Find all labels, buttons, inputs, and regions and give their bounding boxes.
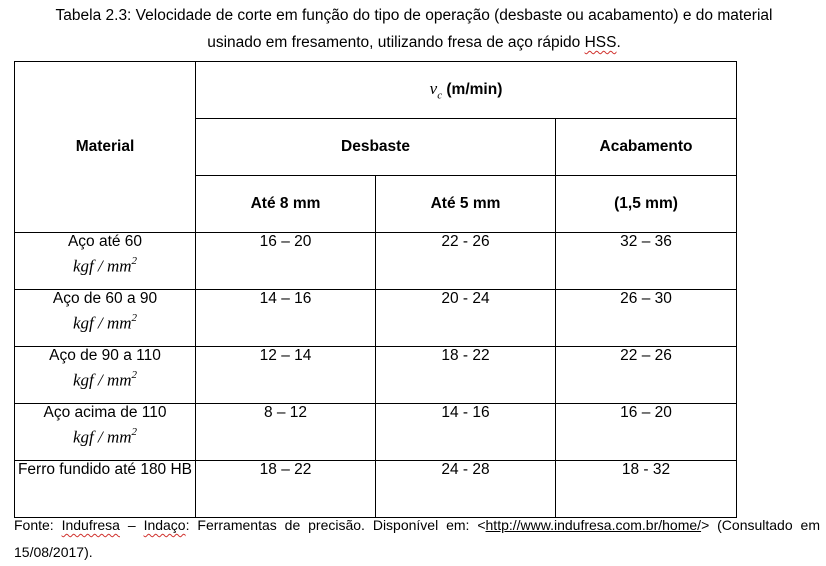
source-prefix: Fonte:: [14, 517, 62, 533]
speed-ate-8mm: 8 – 12: [196, 404, 376, 461]
speed-ate-5mm: 14 - 16: [376, 404, 556, 461]
caption-hss-flagged-word: HSS: [584, 34, 617, 51]
speed-ate-5mm: 20 - 24: [376, 290, 556, 347]
unit-text: kgf / mm: [72, 313, 132, 333]
speed-ate-8mm: 14 – 16: [196, 290, 376, 347]
table-row: [15, 461, 737, 518]
material-name: Ferro fundido até 180 HB: [17, 461, 193, 478]
caption-line-2: [14, 29, 814, 56]
table-row: [15, 404, 737, 461]
speed-ate-5mm: 24 - 28: [376, 461, 556, 518]
speed-ate-5mm: 22 - 26: [376, 233, 556, 290]
unit-text: kgf / mm: [72, 427, 132, 447]
material-cell: [15, 347, 196, 404]
header-row-1: [15, 62, 737, 119]
unit-exponent: 2: [131, 255, 138, 267]
material-unit: [15, 365, 195, 392]
vc-unit: (m/min): [442, 80, 503, 98]
vc-subscript: c: [437, 89, 443, 102]
subheader-1-5mm: (1,5 mm): [556, 176, 737, 233]
unit-exponent: 2: [131, 312, 138, 324]
vc-header: [196, 62, 737, 119]
subheader-ate-5mm: Até 5 mm: [376, 176, 556, 233]
speed-acabamento: 32 – 36: [556, 233, 737, 290]
desbaste-header: Desbaste: [196, 119, 556, 176]
material-name: Aço acima de 110: [43, 404, 167, 421]
unit-text: kgf / mm: [72, 256, 132, 276]
caption-line-1: Tabela 2.3: Velocidade de corte em função do tipo de operação (desbaste ou acabamento) e do material: [55, 7, 773, 24]
speed-acabamento: 18 - 32: [556, 461, 737, 518]
speed-acabamento: 16 – 20: [556, 404, 737, 461]
speed-acabamento: 22 – 26: [556, 347, 737, 404]
table-row: [15, 290, 737, 347]
acabamento-header: Acabamento: [556, 119, 737, 176]
source-suffix: > (Consultado em 15/08/2017).: [14, 517, 820, 560]
source-note: [14, 512, 820, 566]
vc-letter: v: [429, 78, 438, 98]
source-indaco: Indaço: [143, 517, 186, 533]
speed-ate-8mm: 12 – 14: [196, 347, 376, 404]
table-row: [15, 233, 737, 290]
source-middle: : Ferramentas de precisão. Disponível em: <: [185, 517, 486, 533]
speed-acabamento: 26 – 30: [556, 290, 737, 347]
material-cell: [15, 290, 196, 347]
material-cell: [15, 233, 196, 290]
subheader-ate-8mm: Até 8 mm: [196, 176, 376, 233]
cutting-speed-table: [14, 61, 737, 518]
unit-exponent: 2: [131, 426, 138, 438]
material-unit: [15, 422, 195, 449]
material-unit: [15, 251, 195, 278]
table-caption: [14, 2, 814, 56]
material-unit: [15, 308, 195, 335]
source-dash: –: [119, 517, 144, 533]
material-name: Aço até 60: [67, 233, 143, 250]
speed-ate-5mm: 18 - 22: [376, 347, 556, 404]
vc-symbol: [429, 78, 443, 102]
table-row: [15, 347, 737, 404]
material-name: Aço de 90 a 110: [49, 347, 161, 364]
speed-ate-8mm: 16 – 20: [196, 233, 376, 290]
material-cell: [15, 461, 196, 518]
caption-line-2-text: usinado em fresamento, utilizando fresa de aço rápido: [207, 34, 585, 51]
material-header: Material: [15, 62, 196, 233]
speed-ate-8mm: 18 – 22: [196, 461, 376, 518]
unit-exponent: 2: [131, 369, 138, 381]
caption-period: .: [616, 34, 621, 51]
material-name: Aço de 60 a 90: [52, 290, 158, 307]
unit-text: kgf / mm: [72, 370, 132, 390]
source-indufresa: Indufresa: [61, 517, 120, 533]
material-cell: [15, 404, 196, 461]
source-url-link[interactable]: http://www.indufresa.com.br/home/: [485, 517, 702, 533]
table-body: [15, 233, 737, 518]
